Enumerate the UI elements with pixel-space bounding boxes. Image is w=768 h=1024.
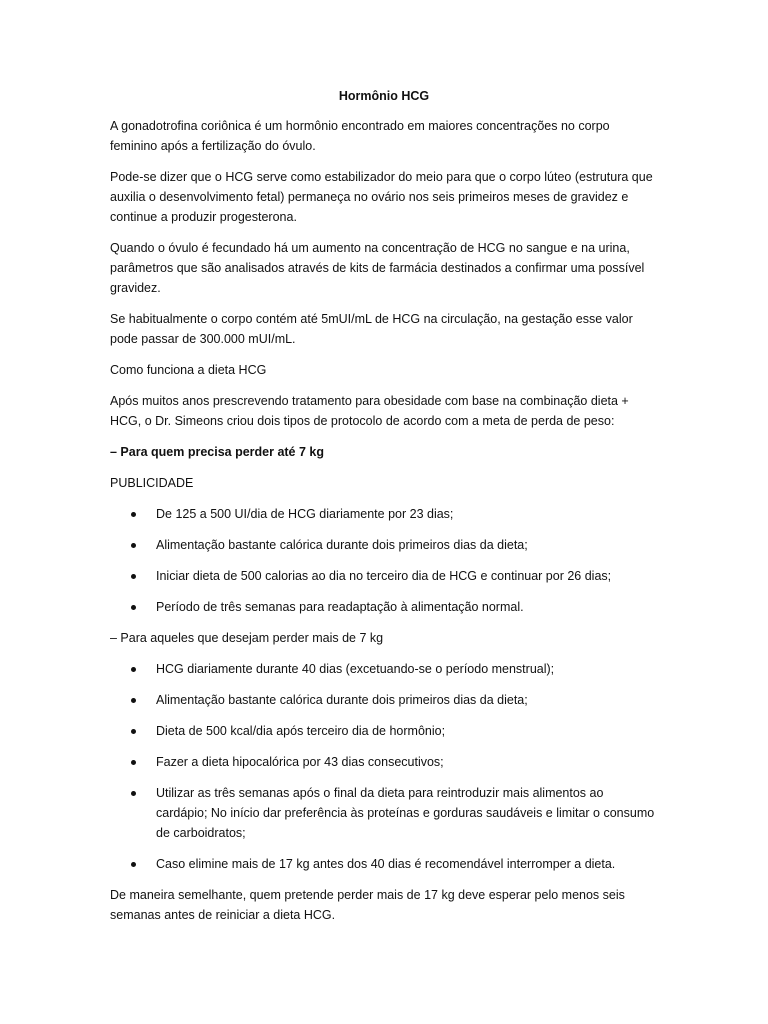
bullet-icon [131,698,136,703]
list-item-text: Fazer a dieta hipocalórica por 43 dias consecutivos; [156,755,444,769]
list-item-text: Alimentação bastante calórica durante dois primeiros dias da dieta; [156,693,528,707]
list-item [110,690,658,710]
paragraph-fecundacao: Quando o óvulo é fecundado há um aumento na concentração de HCG no sangue e na urina, parâmetros que são analisados através de kits de farmácia destinados a confirmar uma possível gravidez. [110,241,645,295]
list-item-text: Caso elimine mais de 17 kg antes dos 40 dias é recomendável interromper a dieta. [156,857,616,871]
list-item-text: HCG diariamente durante 40 dias (excetuando-se o período menstrual); [156,662,555,676]
list-item-text: Dieta de 500 kcal/dia após terceiro dia de hormônio; [156,724,446,738]
protocol-1-list [110,504,658,617]
list-item [110,597,658,617]
ad-label: PUBLICIDADE [110,476,194,490]
list-item [110,504,658,524]
list-item-text: De 125 a 500 UI/dia de HCG diariamente por 23 dias; [156,507,454,521]
paragraph-corpo-luteo: Pode-se dizer que o HCG serve como estabilizador do meio para que o corpo lúteo (estrutura que auxilia o desenvolvimento fetal) permaneça no ovário nos seis primeiros meses de gravidez e continue a produzir progesterona. [110,170,653,224]
list-item-text: Alimentação bastante calórica durante dois primeiros dias da dieta; [156,538,528,552]
list-item [110,535,658,555]
section-intro: Após muitos anos prescrevendo tratamento para obesidade com base na combinação dieta + HCG, o Dr. Simeons criou dois tipos de protocolo de acordo com a meta de perda de peso: [110,394,629,428]
paragraph-circulacao: Se habitualmente o corpo contém até 5mUI/mL de HCG na circulação, na gestação esse valor pode passar de 300.000 mUI/mL. [110,312,633,346]
list-item [110,854,658,874]
list-item [110,752,658,772]
bullet-icon [131,729,136,734]
protocol-2-list [110,659,658,874]
list-item [110,566,658,586]
list-item-text: Utilizar as três semanas após o final da dieta para reintroduzir mais alimentos ao cardápio; No início dar preferência às proteínas e gorduras saudáveis e limitar o consumo de carboidratos; [156,786,655,840]
bullet-icon [131,791,136,796]
list-item [110,721,658,741]
bullet-icon [131,760,136,765]
list-item [110,783,658,843]
bullet-icon [131,667,136,672]
protocol-2-heading: – Para aqueles que desejam perder mais de 7 kg [110,631,384,645]
protocol-1-heading: – Para quem precisa perder até 7 kg [110,445,324,459]
closing-paragraph: De maneira semelhante, quem pretende perder mais de 17 kg deve esperar pelo menos seis semanas antes de reiniciar a dieta HCG. [110,888,625,922]
list-item [110,659,658,679]
bullet-icon [131,605,136,610]
list-item-text: Período de três semanas para readaptação à alimentação normal. [156,600,524,614]
document-page [110,86,658,936]
bullet-icon [131,512,136,517]
paragraph-intro: A gonadotrofina coriônica é um hormônio encontrado em maiores concentrações no corpo feminino após a fertilização do óvulo. [110,119,610,153]
bullet-icon [131,543,136,548]
list-item-text: Iniciar dieta de 500 calorias ao dia no terceiro dia de HCG e continuar por 26 dias; [156,569,612,583]
bullet-icon [131,862,136,867]
document-title: Hormônio HCG [338,89,430,103]
section-title: Como funciona a dieta HCG [110,363,267,377]
bullet-icon [131,574,136,579]
